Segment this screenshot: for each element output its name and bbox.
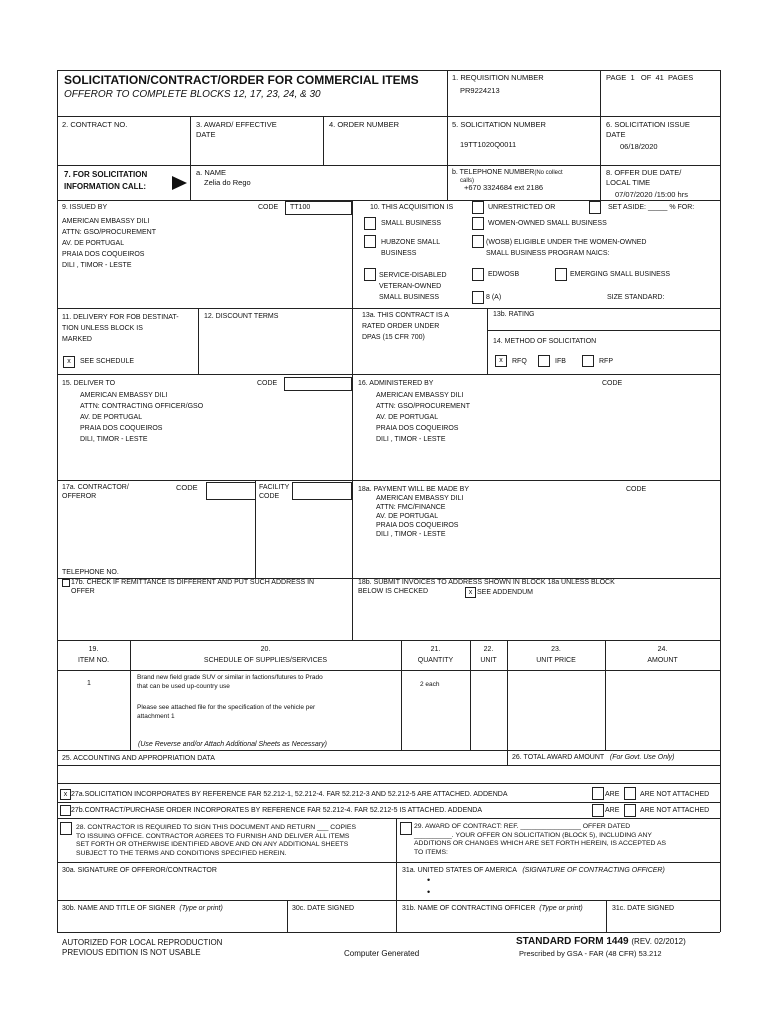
discount-terms-label: 12. DISCOUNT TERMS — [204, 313, 279, 320]
footer-form-id: STANDARD FORM 1449 (REV. 02/2012) — [516, 936, 686, 947]
page-of: OF — [640, 73, 652, 82]
contractor-code-box[interactable] — [206, 482, 256, 500]
contact-name[interactable]: Zelia do Rego — [204, 178, 251, 187]
footer-prescribed: Prescribed by GSA - FAR (48 CFR) 53.212 — [519, 949, 662, 958]
offer-due-label: 8. OFFER DUE DATE/ LOCAL TIME — [606, 168, 682, 187]
issued-code-label: CODE — [258, 204, 279, 211]
27b-are-label: ARE — [605, 807, 620, 814]
small-business-label: SMALL BUSINESS — [381, 220, 442, 227]
payment-label: 18a. PAYMENT WILL BE MADE BY — [358, 486, 469, 493]
page-indicator — [606, 73, 693, 83]
signature-bullets: • • — [427, 875, 431, 897]
edwosb-label: EDWOSB — [488, 271, 520, 278]
telephone-note: calls) — [460, 178, 475, 184]
31b-label: 31b. NAME OF CONTRACTING OFFICER (Type or print) — [402, 905, 583, 912]
footer-computer-generated: Computer Generated — [344, 949, 420, 958]
31c-label: 31c. DATE SIGNED — [612, 905, 675, 912]
form-subtitle: OFFEROR TO COMPLETE BLOCKS 12, 17, 23, 24, & 30 — [64, 89, 321, 100]
page-number: 1 — [630, 73, 635, 82]
acquisition-label: 10. THIS ACQUISITION IS — [370, 204, 454, 211]
arrow-right-icon — [172, 176, 187, 190]
unrestricted-label: UNRESTRICTED OR — [488, 204, 556, 211]
page-total: 41 — [655, 73, 664, 82]
telephone-no-label: TELEPHONE NO. — [62, 569, 119, 576]
solicitation-issue-label: 6. SOLICITATION ISSUE DATE — [606, 120, 690, 139]
hubzone-checkbox[interactable] — [364, 235, 376, 248]
set-aside-checkbox[interactable] — [589, 201, 601, 214]
admin-code-label: CODE — [602, 380, 623, 387]
footer-reproduction: AUTORIZED FOR LOCAL REPRODUCTION PREVIOUS EDITION IS NOT USABLE — [62, 938, 223, 957]
see-schedule-checkbox[interactable]: x — [63, 356, 75, 368]
27b-label: 27b.CONTRACT/PURCHASE ORDER INCORPORATES BY REFERENCE FAR 52.212-4. FAR 52.212-5 IS ATTACHED. ADDENDA — [71, 807, 483, 814]
name-label: a. NAME — [196, 168, 227, 177]
issued-code: TT100 — [290, 204, 311, 211]
contractor-code-label: CODE — [176, 483, 198, 492]
additional-sheets-note: (Use Reverse and/or Attach Additional Sheets as Necessary) — [138, 741, 327, 748]
hubzone-label: HUBZONE SMALL BUSINESS — [381, 239, 441, 257]
27b-checkbox[interactable] — [60, 805, 71, 816]
deliver-code-label: CODE — [257, 380, 278, 387]
addendum-label: SEE ADDENDUM — [477, 589, 534, 596]
col-unit: 22. UNIT — [480, 646, 497, 664]
telephone-number[interactable]: +670 3324684 ext 2186 — [464, 183, 544, 192]
col-item-no: 19. ITEM NO. — [77, 646, 110, 664]
col-schedule: 20. SCHEDULE OF SUPPLIES/SERVICES — [203, 646, 328, 664]
women-owned-label: WOMEN-OWNED SMALL BUSINESS — [488, 220, 607, 227]
rfp-label: RFP — [599, 358, 613, 365]
remit-checkbox[interactable] — [62, 579, 70, 587]
issued-by-label: 9. ISSUED BY — [62, 204, 108, 211]
deliver-address: AMERICAN EMBASSY DILI ATTN: CONTRACTING OFFICER/GSO AV. DE PORTUGAL PRAIA DOS COQUEIROS DILI, TIMOR - LESTE — [80, 392, 204, 443]
women-owned-checkbox[interactable] — [472, 217, 484, 230]
wosb-label: (WOSB) ELIGIBLE UNDER THE WOMEN-OWNED SMALL BUSINESS PROGRAM NAICS: — [486, 239, 647, 257]
total-award-label: 26. TOTAL AWARD AMOUNT (For Govt. Use Only) — [512, 754, 675, 761]
requisition-label: 1. REQUISITION NUMBER — [452, 73, 544, 82]
27a-are-label: ARE — [605, 791, 620, 798]
requisition-value[interactable]: PR9224213 — [460, 86, 500, 95]
27a-not-checkbox[interactable] — [624, 787, 636, 800]
emerging-checkbox[interactable] — [555, 268, 567, 281]
ifb-checkbox[interactable] — [538, 355, 550, 367]
issued-address: AMERICAN EMBASSY DILI ATTN: GSO/PROCUREMENT AV. DE PORTUGAL PRAIA DOS COQUEIROS DILI , TIMOR - LESTE — [62, 218, 156, 269]
item-description-note: Please see attached file for the specification of the vehicle per attachment 1 — [137, 704, 316, 720]
set-aside-label: SET ASIDE: _____ % FOR: — [608, 204, 695, 211]
administered-by-label: 16. ADMINISTERED BY — [358, 380, 434, 387]
telephone-label: b. TELEPHONE NUMBER(No collect — [452, 169, 563, 176]
facility-code-box[interactable] — [292, 482, 352, 500]
page-label: PAGE — [606, 73, 627, 82]
addendum-checkbox[interactable]: x — [465, 587, 476, 598]
27a-checkbox[interactable]: x — [60, 789, 71, 800]
sdvosb-label: SERVICE-DISABLED VETERAN-OWNED SMALL BUSINESS — [379, 272, 447, 301]
col-quantity: 21. QUANTITY — [417, 646, 454, 664]
offer-due-date[interactable]: 07/07/2020 /15:00 hrs — [615, 190, 688, 199]
solicitation-issue-date[interactable]: 06/18/2020 — [620, 142, 658, 151]
payment-code-label: CODE — [626, 486, 647, 493]
sdvosb-checkbox[interactable] — [364, 268, 376, 281]
item-number: 1 — [87, 680, 91, 687]
27b-are-checkbox[interactable] — [592, 804, 604, 817]
rfq-checkbox[interactable]: x — [495, 355, 507, 367]
admin-address: AMERICAN EMBASSY DILI ATTN: GSO/PROCUREMENT AV. DE PORTUGAL PRAIA DOS COQUEIROS DILI , TIMOR - LESTE — [376, 392, 470, 443]
30b-label: 30b. NAME AND TITLE OF SIGNER (Type or print) — [62, 905, 223, 912]
submit-invoices-label: 18b. SUBMIT INVOICES TO ADDRESS SHOWN IN BLOCK 18a UNLESS BLOCK BELOW IS CHECKED — [358, 579, 615, 595]
27b-not-checkbox[interactable] — [624, 804, 636, 817]
eight-a-checkbox[interactable] — [472, 291, 484, 304]
29-checkbox[interactable] — [400, 822, 412, 835]
delivery-fob-label: 11. DELIVERY FOR FOB DESTINAT- TION UNLESS BLOCK IS MARKED — [62, 314, 179, 343]
27a-label: 27a.SOLICITATION INCORPORATES BY REFERENCE FAR 52.212-1, 52.212-4. FAR 52.212-3 AND 52.212-5 ARE ATTACHED. ADDENDA — [71, 791, 508, 798]
unrestricted-checkbox[interactable] — [472, 201, 484, 214]
rfp-checkbox[interactable] — [582, 355, 594, 367]
28-text: 28. CONTRACTOR IS REQUIRED TO SIGN THIS DOCUMENT AND RETURN ___ COPIES TO ISSUING OFFICE. CONTRACTOR AGREES TO FURNISH AND DELIVER ALL ITEMS SET FORTH OR OTHERWISE IDENTIFIED ABOVE AND ON ANY ADDITIONAL SHEETS SUBJECT TO THE TERMS AND CONDITIONS SPECIFIED HEREIN. — [76, 824, 356, 857]
deliver-code-box[interactable] — [284, 377, 352, 391]
27a-not-label: ARE NOT ATTACHED — [640, 791, 710, 798]
contract-no-label: 2. CONTRACT NO. — [62, 120, 128, 129]
order-number-label: 4. ORDER NUMBER — [329, 120, 400, 129]
solicitation-number[interactable]: 19TT1020Q0011 — [460, 140, 517, 149]
form-title: SOLICITATION/CONTRACT/ORDER FOR COMMERCIAL ITEMS — [64, 73, 419, 87]
27a-are-checkbox[interactable] — [592, 787, 604, 800]
wosb-checkbox[interactable] — [472, 235, 484, 248]
edwosb-checkbox[interactable] — [472, 268, 484, 281]
27b-not-label: ARE NOT ATTACHED — [640, 807, 710, 814]
accounting-label: 25. ACCOUNTING AND APPROPRIATION DATA — [62, 755, 215, 762]
31a-label: 31a. UNITED STATES OF AMERICA (SIGNATURE OF CONTRACTING OFFICER) — [402, 867, 665, 874]
deliver-to-label: 15. DELIVER TO — [62, 380, 116, 387]
rfq-label: RFQ — [512, 358, 527, 365]
emerging-label: EMERGING SMALL BUSINESS — [570, 271, 671, 278]
award-date-label: 3. AWARD/ EFFECTIVE DATE — [196, 120, 277, 139]
small-business-checkbox[interactable] — [364, 217, 376, 230]
solicitation-number-label: 5. SOLICITATION NUMBER — [452, 120, 546, 129]
col-unit-price: 23. UNIT PRICE — [536, 646, 576, 664]
remit-label: 17b. CHECK IF REMITTANCE IS DIFFERENT AND PUT SUCH ADDRESS IN OFFER — [71, 579, 315, 595]
28-checkbox[interactable] — [60, 822, 72, 835]
rating-label: 13b. RATING — [493, 311, 535, 318]
item-quantity: 2 each — [420, 681, 440, 688]
29-text: 29. AWARD OF CONTRACT: REF. ________________ OFFER DATED __________. YOUR OFFER ON SOLICITATION (BLOCK 5), INCLUDING ANY ADDITIONS OR CHANGES WHICH ARE SET FORTH HEREIN, IS ACCEPTED AS TO ITEMS: — [414, 823, 667, 856]
see-schedule-label: SEE SCHEDULE — [80, 358, 135, 365]
30c-label: 30c. DATE SIGNED — [292, 905, 355, 912]
pages-label: PAGES — [668, 73, 694, 82]
item-description: Brand new field grade SUV or similar in factions/futures to Prado that can be used up-country use — [137, 674, 323, 690]
col-amount: 24. AMOUNT — [647, 646, 678, 664]
method-label: 14. METHOD OF SOLICITATION — [493, 338, 597, 345]
for-solicitation-label: 7. FOR SOLICITATION INFORMATION CALL: — [64, 170, 148, 191]
rated-order-label: 13a. THIS CONTRACT IS A RATED ORDER UNDER DPAS (15 CFR 700) — [362, 312, 449, 341]
ifb-label: IFB — [555, 358, 566, 365]
30a-label: 30a. SIGNATURE OF OFFEROR/CONTRACTOR — [62, 867, 217, 874]
eight-a-label: 8 (A) — [486, 294, 502, 301]
size-standard-label: SIZE STANDARD: — [607, 294, 665, 301]
payment-address: AMERICAN EMBASSY DILI ATTN: FMC/FINANCE AV. DE PORTUGAL PRAIA DOS COQUEIROS DILI , TIMOR - LESTE — [376, 495, 464, 538]
facility-code-label: FACILITY CODE — [259, 484, 290, 500]
contractor-label: 17a. CONTRACTOR/ OFFEROR — [62, 484, 129, 500]
